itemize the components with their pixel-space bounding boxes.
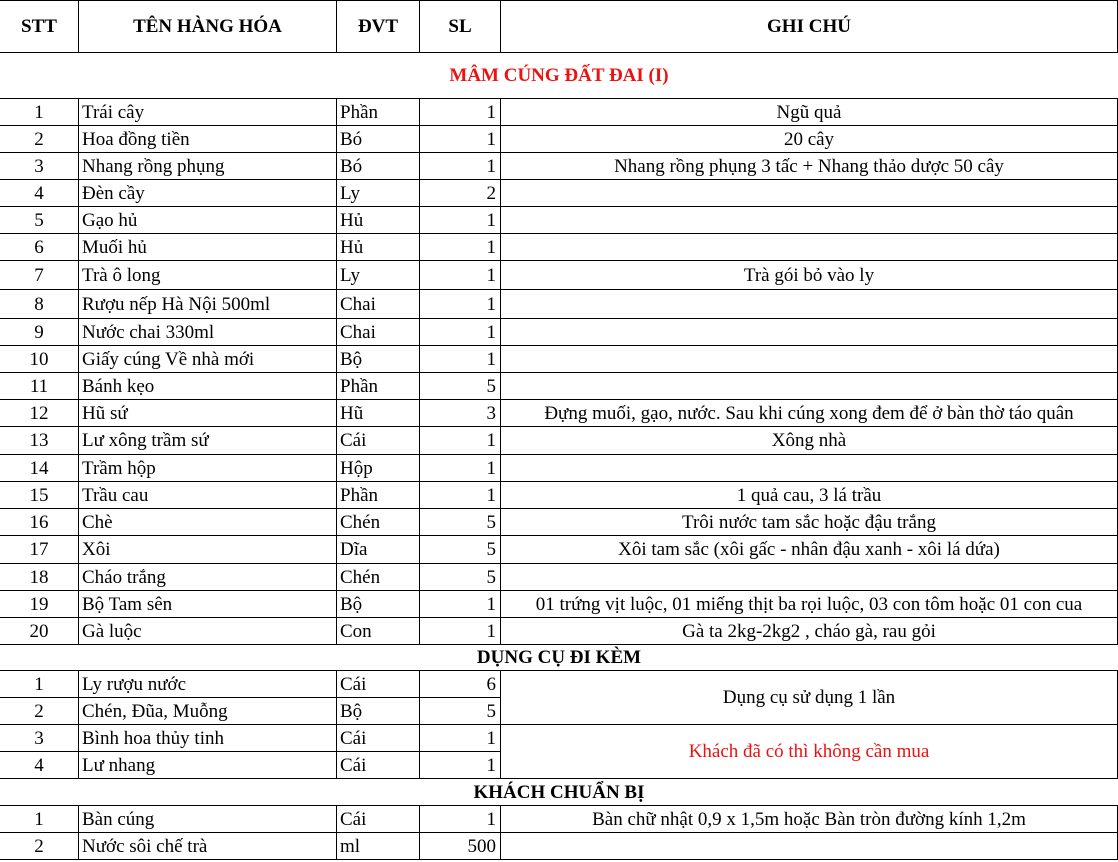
cell-sl[interactable]: 1	[420, 261, 501, 290]
table-row	[0, 427, 1118, 455]
cell-dvt[interactable]: Phần	[337, 373, 420, 400]
cell-dvt[interactable]: ml	[337, 833, 420, 860]
cell-dvt[interactable]: Con	[337, 618, 420, 645]
cell-dvt[interactable]: Cái	[337, 806, 420, 833]
header-sl[interactable]: SL	[420, 0, 501, 53]
cell-stt[interactable]: 5	[0, 207, 79, 234]
cell-dvt[interactable]: Bó	[337, 153, 420, 180]
cell-sl[interactable]: 1	[420, 346, 501, 373]
cell-name[interactable]: Ly rượu nước	[79, 671, 337, 698]
cell-name[interactable]: Gà luộc	[79, 618, 337, 645]
cell-stt[interactable]: 11	[0, 373, 79, 400]
cell-stt[interactable]: 12	[0, 400, 79, 427]
table-row	[0, 509, 1118, 536]
cell-dvt[interactable]: Chén	[337, 509, 420, 536]
cell-sl[interactable]: 1	[420, 126, 501, 153]
merged-note-if-have[interactable]: Khách đã có thì không cần mua	[501, 725, 1118, 779]
section-title-mam-cung[interactable]: MÂM CÚNG ĐẤT ĐAI (I)	[0, 53, 1118, 99]
cell-note[interactable]	[501, 833, 1118, 860]
cell-stt[interactable]: 1	[0, 99, 79, 126]
table-row	[0, 373, 1118, 400]
cell-dvt[interactable]: Cái	[337, 427, 420, 455]
table-row	[0, 618, 1118, 645]
cell-note[interactable]: Trà gói bỏ vào ly	[501, 261, 1118, 290]
cell-note[interactable]	[501, 290, 1118, 319]
cell-sl[interactable]: 1	[420, 752, 501, 779]
table-row	[0, 99, 1118, 126]
cell-note[interactable]: Bàn chữ nhật 0,9 x 1,5m hoặc Bàn tròn đường kính 1,2m	[501, 806, 1118, 833]
cell-note[interactable]: 20 cây	[501, 126, 1118, 153]
cell-dvt[interactable]: Bộ	[337, 698, 420, 725]
table-row	[0, 455, 1118, 482]
cell-dvt[interactable]: Hũ	[337, 400, 420, 427]
cell-dvt[interactable]: Ly	[337, 180, 420, 207]
cell-sl[interactable]: 3	[420, 400, 501, 427]
cell-name[interactable]: Chén, Đũa, Muỗng	[79, 698, 337, 725]
cell-dvt[interactable]: Chai	[337, 319, 420, 346]
cell-note[interactable]	[501, 373, 1118, 400]
cell-name[interactable]: Chè	[79, 509, 337, 536]
cell-note[interactable]: Nhang rồng phụng 3 tấc + Nhang thảo dược 50 cây	[501, 153, 1118, 180]
cell-name[interactable]: Hoa đồng tiền	[79, 126, 337, 153]
cell-stt[interactable]: 16	[0, 509, 79, 536]
cell-sl[interactable]: 1	[420, 234, 501, 261]
table-row	[0, 207, 1118, 234]
cell-sl[interactable]: 1	[420, 319, 501, 346]
header-name[interactable]: TÊN HÀNG HÓA	[79, 0, 337, 53]
merged-note-row	[0, 671, 1118, 725]
table-row	[0, 261, 1118, 290]
cell-note[interactable]: Xôi tam sắc (xôi gấc - nhân đậu xanh - xôi lá dứa)	[501, 536, 1118, 564]
header-note[interactable]: GHI CHÚ	[501, 0, 1118, 53]
cell-dvt[interactable]: Bộ	[337, 591, 420, 618]
cell-name[interactable]: Lư nhang	[79, 752, 337, 779]
cell-note[interactable]: Xông nhà	[501, 427, 1118, 455]
cell-name[interactable]: Trà ô long	[79, 261, 337, 290]
cell-dvt[interactable]: Ly	[337, 261, 420, 290]
cell-note[interactable]	[501, 207, 1118, 234]
section-title-dung-cu[interactable]: DỤNG CỤ ĐI KÈM	[0, 645, 1118, 671]
cell-stt[interactable]: 4	[0, 180, 79, 207]
cell-dvt[interactable]: Cái	[337, 671, 420, 698]
cell-stt[interactable]: 18	[0, 564, 79, 591]
cell-sl[interactable]: 1	[420, 427, 501, 455]
table-row	[0, 400, 1118, 427]
cell-note[interactable]: 1 quả cau, 3 lá trầu	[501, 482, 1118, 509]
cell-stt[interactable]: 2	[0, 833, 79, 860]
cell-sl[interactable]: 5	[420, 698, 501, 725]
cell-note[interactable]	[501, 234, 1118, 261]
cell-sl[interactable]: 1	[420, 99, 501, 126]
cell-note[interactable]	[501, 319, 1118, 346]
cell-dvt[interactable]: Cái	[337, 752, 420, 779]
cell-name[interactable]: Bộ Tam sên	[79, 591, 337, 618]
cell-stt[interactable]: 3	[0, 725, 79, 752]
cell-name[interactable]: Muối hủ	[79, 234, 337, 261]
cell-stt[interactable]: 20	[0, 618, 79, 645]
cell-sl[interactable]: 5	[420, 536, 501, 564]
table-row	[0, 234, 1118, 261]
cell-sl[interactable]: 500	[420, 833, 501, 860]
merged-note-row	[0, 725, 1118, 779]
cell-sl[interactable]: 1	[420, 455, 501, 482]
cell-stt[interactable]: 1	[0, 671, 79, 698]
section-title-row	[0, 779, 1118, 806]
cell-name[interactable]: Bánh kẹo	[79, 373, 337, 400]
cell-sl[interactable]: 1	[420, 591, 501, 618]
cell-stt[interactable]: 1	[0, 806, 79, 833]
cell-sl[interactable]: 1	[420, 207, 501, 234]
cell-dvt[interactable]: Hủ	[337, 207, 420, 234]
cell-sl[interactable]: 1	[420, 725, 501, 752]
cell-name[interactable]: Bàn cúng	[79, 806, 337, 833]
section-title-khach[interactable]: KHÁCH CHUẨN BỊ	[0, 779, 1118, 806]
table-row	[0, 180, 1118, 207]
cell-name[interactable]: Đèn cầy	[79, 180, 337, 207]
table-row	[0, 482, 1118, 509]
cell-stt[interactable]: 7	[0, 261, 79, 290]
cell-stt[interactable]: 6	[0, 234, 79, 261]
cell-dvt[interactable]: Hủ	[337, 234, 420, 261]
cell-dvt[interactable]: Cái	[337, 725, 420, 752]
cell-note[interactable]: Trôi nước tam sắc hoặc đậu trắng	[501, 509, 1118, 536]
cell-stt[interactable]: 15	[0, 482, 79, 509]
cell-dvt[interactable]: Chai	[337, 290, 420, 319]
cell-note[interactable]: Đựng muối, gạo, nước. Sau khi cúng xong đem để ở bàn thờ táo quân	[501, 400, 1118, 427]
table-row	[0, 126, 1118, 153]
cell-note[interactable]	[501, 564, 1118, 591]
cell-name[interactable]: Trầm hộp	[79, 455, 337, 482]
header-stt[interactable]: STT	[0, 0, 79, 53]
cell-name[interactable]: Cháo trắng	[79, 564, 337, 591]
cell-sl[interactable]: 5	[420, 509, 501, 536]
cell-stt[interactable]: 14	[0, 455, 79, 482]
cell-dvt[interactable]: Hộp	[337, 455, 420, 482]
cell-dvt[interactable]: Chén	[337, 564, 420, 591]
cell-dvt[interactable]: Phần	[337, 99, 420, 126]
section-title-row	[0, 53, 1118, 99]
cell-sl[interactable]: 2	[420, 180, 501, 207]
cell-note[interactable]	[501, 180, 1118, 207]
cell-name[interactable]: Hũ sứ	[79, 400, 337, 427]
cell-sl[interactable]: 1	[420, 153, 501, 180]
cell-name[interactable]: Gạo hủ	[79, 207, 337, 234]
cell-note[interactable]: 01 trứng vịt luộc, 01 miếng thịt ba rọi luộc, 03 con tôm hoặc 01 con cua	[501, 591, 1118, 618]
cell-stt[interactable]: 3	[0, 153, 79, 180]
cell-dvt[interactable]: Dĩa	[337, 536, 420, 564]
table-row	[0, 153, 1118, 180]
cell-stt[interactable]: 10	[0, 346, 79, 373]
cell-sl[interactable]: 6	[420, 671, 501, 698]
cell-name[interactable]: Giấy cúng Về nhà mới	[79, 346, 337, 373]
table-row	[0, 806, 1118, 833]
cell-note[interactable]	[501, 455, 1118, 482]
cell-stt[interactable]: 9	[0, 319, 79, 346]
table-row	[0, 591, 1118, 618]
cell-note[interactable]: Ngũ quả	[501, 99, 1118, 126]
cell-stt[interactable]: 19	[0, 591, 79, 618]
cell-name[interactable]: Nước sôi chế trà	[79, 833, 337, 860]
cell-sl[interactable]: 5	[420, 564, 501, 591]
section-title-row	[0, 645, 1118, 671]
cell-stt[interactable]: 2	[0, 698, 79, 725]
cell-sl[interactable]: 1	[420, 806, 501, 833]
cell-name[interactable]: Rượu nếp Hà Nội 500ml	[79, 290, 337, 319]
table-row	[0, 833, 1118, 860]
cell-name[interactable]: Trái cây	[79, 99, 337, 126]
cell-stt[interactable]: 8	[0, 290, 79, 319]
cell-dvt[interactable]: Phần	[337, 482, 420, 509]
cell-name[interactable]: Nước chai 330ml	[79, 319, 337, 346]
table-row	[0, 564, 1118, 591]
table-row	[0, 319, 1118, 346]
cell-name[interactable]: Bình hoa thủy tinh	[79, 725, 337, 752]
cell-dvt[interactable]: Bó	[337, 126, 420, 153]
cell-stt[interactable]: 2	[0, 126, 79, 153]
cell-name[interactable]: Xôi	[79, 536, 337, 564]
cell-note[interactable]: Gà ta 2kg-2kg2 , cháo gà, rau gỏi	[501, 618, 1118, 645]
cell-stt[interactable]: 4	[0, 752, 79, 779]
cell-sl[interactable]: 1	[420, 618, 501, 645]
cell-dvt[interactable]: Bộ	[337, 346, 420, 373]
cell-name[interactable]: Lư xông trầm sứ	[79, 427, 337, 455]
cell-stt[interactable]: 17	[0, 536, 79, 564]
cell-note[interactable]	[501, 346, 1118, 373]
cell-name[interactable]: Trầu cau	[79, 482, 337, 509]
cell-name[interactable]: Nhang rồng phụng	[79, 153, 337, 180]
header-dvt[interactable]: ĐVT	[337, 0, 420, 53]
cell-stt[interactable]: 13	[0, 427, 79, 455]
cell-sl[interactable]: 1	[420, 290, 501, 319]
header-row	[0, 0, 1118, 53]
cell-sl[interactable]: 5	[420, 373, 501, 400]
table-row	[0, 536, 1118, 564]
table-row	[0, 346, 1118, 373]
cell-sl[interactable]: 1	[420, 482, 501, 509]
table-row	[0, 290, 1118, 319]
merged-note-disposable[interactable]: Dụng cụ sử dụng 1 lần	[501, 671, 1118, 725]
